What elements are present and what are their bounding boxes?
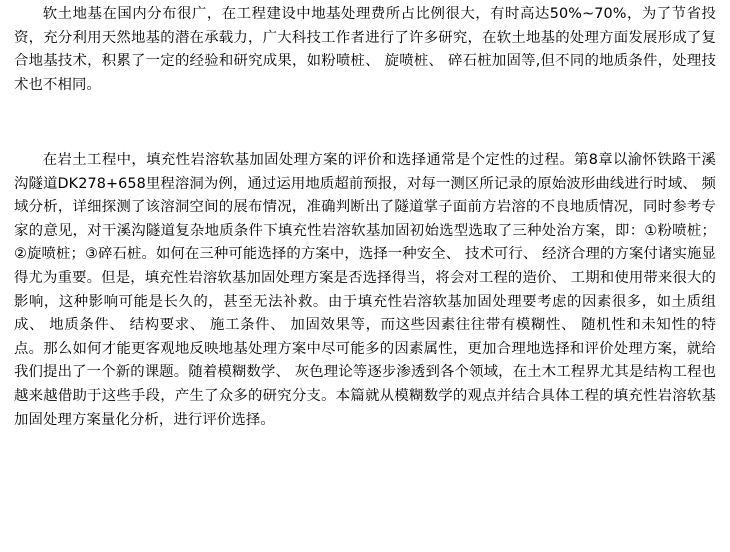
paragraph-karst-treatment: 在岩土工程中，填充性岩溶软基加固处理方案的评价和选择通常是个定性的过程。第8章以渝怀铁路干溪沟隧道DK278+658里程溶洞为例，通过运用地质超前预报，对每一测区所记录的原始波形曲线进行时域、 频域分析，详细探测了该溶洞空间的展布情况，准确判断出了隧道掌子面前方岩溶的不良地质情况，同时参考专家的意见，对干溪沟隧道复杂地质条件下填充性岩溶软基加固初始选型选取了三种处治方案，即：①粉喷桩；②旋喷桩；③碎石桩。如何在三种可能选择的方案中，选择一种安全、 技术可行、 经济合理的方案付诸实施显得尤为重要。但是，填充性岩溶软基加固处理方案是否选择得当，将会对工程的造价、 工期和使用带来很大的影响，这种影响可能是长久的，甚至无法补救。由于填充性岩溶软基加固处理要考虑的因素很多，如土质组成、 地质条件、 结构要求、 施工条件、 加固效果等，而这些因素往往带有模糊性、 随机性和未知性的特点。那么如何才能更客观地反映地基处理方案中尽可能多的因素属性，更加合理地选择和评价处理方案，就给我们提出了一个新的课题。随着模糊数学、 灰色理论等逐步渗透到各个领域，在土木工程界尤其是结构工程也越来越借助于这些手段，产生了众多的研究分支。本篇就从模糊数学的观点并结合具体工程的填充性岩溶软基加固处理方案量化分析，进行评价选择。 (14, 152, 716, 428)
paragraph-soft-soil-foundation: 软土地基在国内分布很广，在工程建设中地基处理费所占比例很大，有时高达50%~70%，为了节省投资，充分利用天然地基的潜在承载力，广大科技工作者进行了许多研究，在软土地基的处理方面发展形成了复合地基技术，积累了一定的经验和研究成果，如粉喷桩、 旋喷桩、 碎石桩加固等,但不同的地质条件，处理技术也不相同。 (14, 6, 716, 93)
